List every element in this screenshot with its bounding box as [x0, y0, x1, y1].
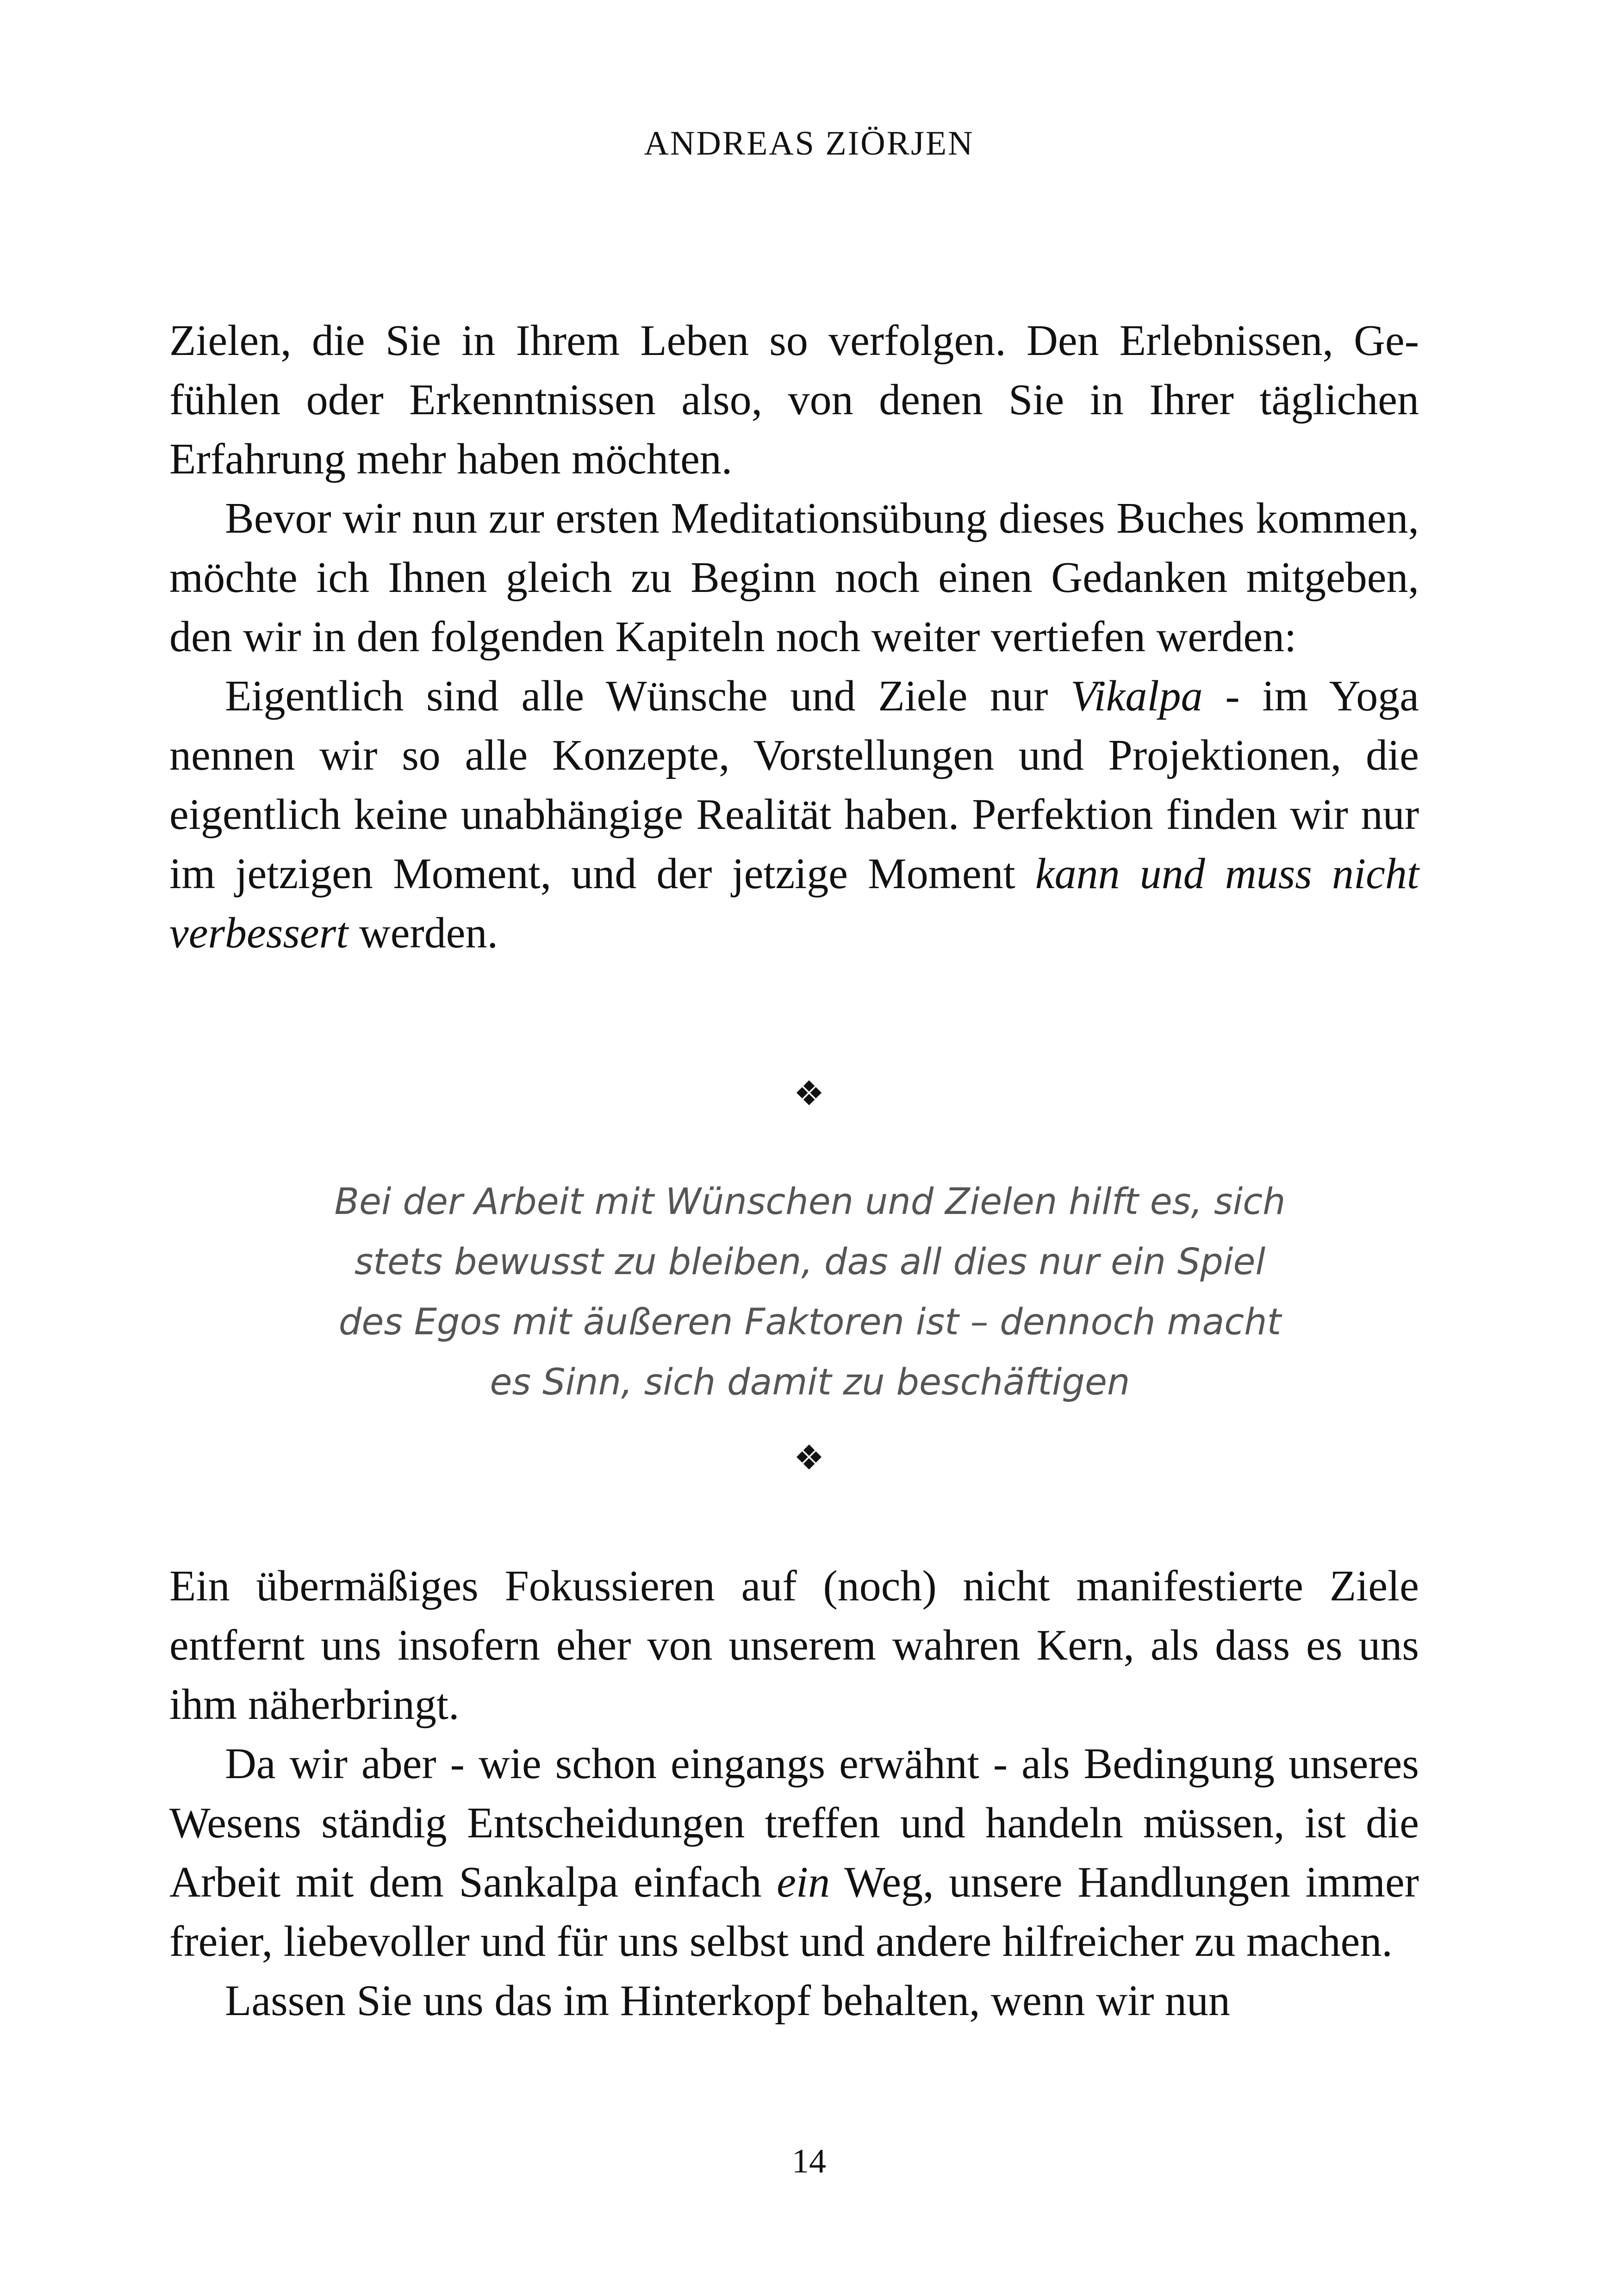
running-header-author: ANDREAS ZIÖRJEN	[644, 124, 974, 162]
paragraph	[169, 666, 1419, 963]
text-run: Weg, unsere Handlungen immer freier, liebevoller und für uns selbst und andere hilfreicher zu machen.	[169, 1858, 1419, 1966]
paragraph: Bevor wir nun zur ersten Meditationsübung dieses Buches kommen, möchte ich Ihnen gleich zu Beginn noch einen Gedanken mitgeben, den wir in den folgenden Kapiteln noch weiter vertiefen werden:	[169, 494, 1419, 661]
text-run: werden.	[348, 909, 498, 957]
quote-line: Bei der Arbeit mit Wünschen und Zielen hilft es, sich	[334, 1181, 1286, 1223]
text-run: Da wir aber - wie schon eingangs erwähnt - als Bedingung unseres Wesens ständig Entscheidungen treffen und handeln müssen, ist die Arbeit mit dem Sankalpa einfach	[169, 1740, 1419, 1906]
quote-line: stets bewusst zu bleiben, das all dies nur ein Spiel	[354, 1241, 1266, 1283]
emphasis-vikalpa: Vikalpa	[1070, 672, 1203, 720]
paragraph	[169, 1734, 1419, 1971]
paragraph: Ein übermäßiges Fokussieren auf (noch) nicht manifestierte Ziele entfernt uns insofern eher von unserem wahren Kern, als dass es uns ihm näherbringt.	[169, 1562, 1419, 1729]
pull-quote	[324, 1172, 1296, 1412]
section-ornament-icon: ❖	[793, 1074, 825, 1114]
body-text-section-1	[169, 311, 1419, 963]
quote-line: des Egos mit äußeren Faktoren ist – dennoch macht	[338, 1301, 1282, 1343]
page-number: 14	[792, 2142, 826, 2180]
quote-line: es Sinn, sich damit zu beschäftigen	[490, 1362, 1130, 1403]
section-ornament-icon: ❖	[793, 1438, 825, 1478]
paragraph: Zielen, die Sie in Ihrem Leben so verfolgen. Den Erlebnissen, Gefühlen oder Erkenntnissen also, von denen Sie in Ihrer täglichen Erfahrung mehr haben möchten.	[169, 317, 1419, 483]
emphasis-ein: ein	[777, 1858, 830, 1906]
emphasis-text: kann und muss nicht verbessert	[169, 850, 1419, 957]
paragraph: Lassen Sie uns das im Hinterkopf behalten, wenn wir nun	[225, 1977, 1231, 2025]
text-run: Eigentlich sind alle Wünsche und Ziele nur	[225, 672, 1071, 720]
text-run: - im Yoga nennen wir so alle Konzepte, Vorstellungen und Projektionen, die eigentlich keine unabhängige Realität haben. Perfektion finden wir nur im jetzigen Moment, und der jetzige Moment	[169, 672, 1419, 898]
body-text-section-2	[169, 1556, 1419, 2030]
